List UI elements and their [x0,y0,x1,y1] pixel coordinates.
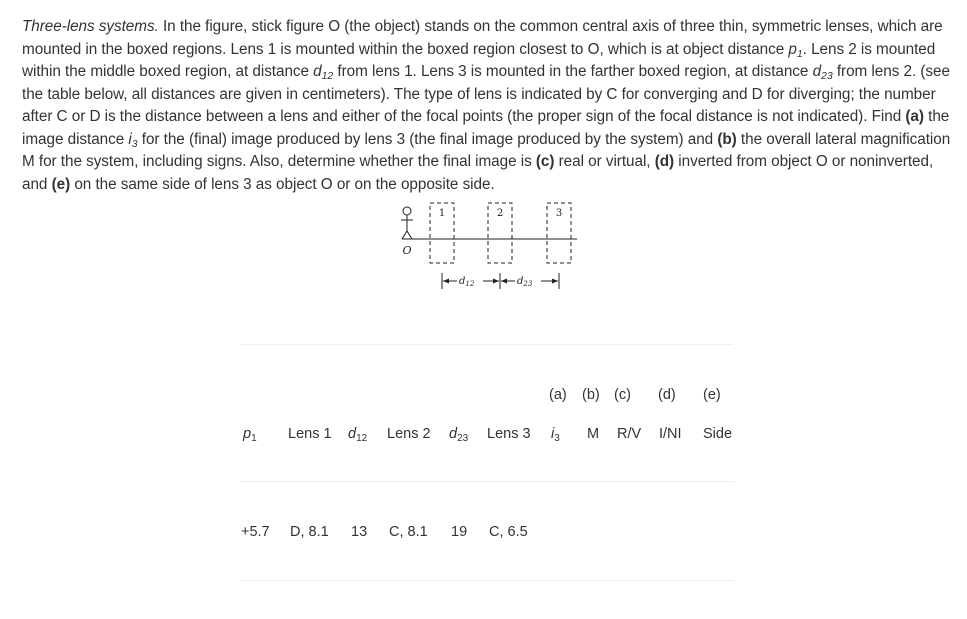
part-c-label: (c) [535,153,555,170]
cell-lens2: C, 8.1 [389,524,428,540]
col-header-d12: $d_{12}$ [348,426,368,444]
symbol-i3: $i_3$ [128,130,138,150]
header-part-a: (a) [549,387,567,403]
symbol-p1: $p_1$ [788,40,803,60]
col-header-lens3: Lens 3 [487,426,531,442]
col-header-lens2: Lens 2 [387,426,431,442]
col-header-lens1: Lens 1 [288,426,332,442]
problem-text-10: on the same side of lens 3 as object O or on the opposite side. [70,175,495,193]
problem-statement [22,16,957,196]
d12-arrowhead-right [493,279,499,284]
part-e-label: (e) [51,175,71,193]
col-header-d23: $d_{23}$ [449,426,469,444]
problem-text-9: inverted from object O or noninverted, and [22,153,934,193]
part-b-label: (b) [717,130,737,148]
table-top-rule [240,344,734,345]
lens-2-label: 2 [496,208,504,219]
cell-lens3: C, 6.5 [489,524,528,540]
header-part-e: (e) [703,387,721,403]
table-bottom-rule [240,580,734,581]
problem-text-4: from lens 2. (see the table below, all distances are given in centimeters). The type of lens is indicated by C for converging and D for diverging; the number after C or D is the distance between a lens and either of the focal points (the proper sign of the focal distance is not indicated). Find [22,63,950,125]
problem-text-2: . Lens 2 is mounted within the middle boxed region, at distance [22,40,936,80]
col-header-side: Side [703,426,733,442]
col-header-rv: R/V [617,426,642,442]
col-header-ini: I/NI [659,426,682,442]
problem-text-1: In the figure, stick figure O (the object) stands on the common central axis of three thin, symmetric lenses, which are mounted in the boxed regions. Lens 1 is mounted within the boxed region closest to O, which is at object distance [22,18,943,58]
part-d-label: (d) [654,153,675,170]
lens-3-label: 3 [555,208,563,219]
stick-figure-leg-left [402,231,407,239]
problem-text-7: the overall lateral magnification M for the system, including signs. Also, determine whether the final image is [22,130,951,170]
cell-d23: 19 [451,524,468,540]
problem-title: Three-lens systems. [22,18,159,35]
stick-figure-head [403,207,411,215]
col-header-m: M [587,426,600,442]
col-header-i3: $i_3$ [551,426,560,444]
part-a-label: (a) [905,108,924,125]
d23-label: $d_{23}$ [517,276,533,288]
d23-arrowhead-right [552,279,558,284]
three-lens-figure [395,202,585,300]
col-header-p1: $p_1$ [243,426,257,444]
table-header-rule [240,481,734,482]
symbol-d23: $d_{23}$ [812,63,833,82]
figure-svg [395,202,585,300]
d12-label: $d_{12}$ [459,276,475,288]
d23-arrowhead-left [501,279,507,284]
cell-d12: 13 [351,524,368,540]
d12-arrowhead-left [443,279,449,284]
stick-figure-leg-right [407,231,412,239]
header-part-d: (d) [658,387,676,403]
problem-text-3: from lens 1. Lens 3 is mounted in the farther boxed region, at distance [333,63,813,80]
symbol-d12: $d_{12}$ [313,63,334,82]
header-part-b: (b) [582,387,600,403]
header-part-c: (c) [614,387,631,403]
lens-1-label: 1 [438,208,446,219]
object-label: O [402,244,412,257]
cell-p1: +5.7 [241,524,270,540]
problem-text-8: real or virtual, [554,153,655,170]
problem-text-6: for the (final) image produced by lens 3 (the final image produced by the system) and [137,130,718,148]
problem-text-5: the image distance [22,108,950,148]
cell-lens1: D, 8.1 [290,524,329,540]
